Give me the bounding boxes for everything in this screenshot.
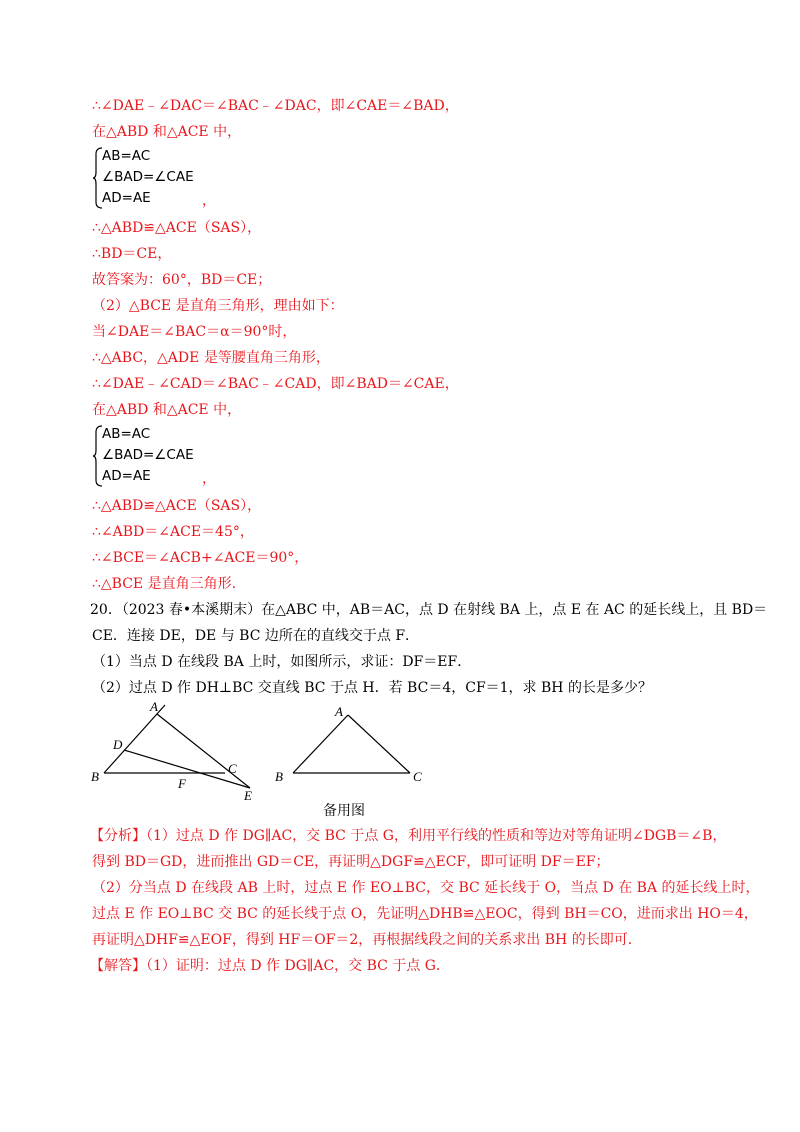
problem-statement: 20．（2023 春•本溪期末）在△ABC 中，AB＝AC，点 D 在射线 BA 上，点 E 在 AC 的延长线上，且 BD＝ (90, 602, 768, 618)
solution-line: ∴∠DAE﹣∠CAD＝∠BAC﹣∠CAD，即∠BAD＝∠CAE， (92, 376, 459, 392)
vertex-label-A: A (150, 700, 158, 714)
equation-row: AB=AC (102, 148, 151, 164)
solution-line: ∴△ABD≌△ACE（SAS）， (92, 498, 262, 514)
equation-row: ∠BAD=∠CAE (102, 169, 194, 185)
vertex-label-B: B (275, 769, 283, 784)
vertex-label-A: A (335, 704, 343, 719)
solution-line: ∴△BCE 是直角三角形. (92, 576, 237, 592)
equation-row: ∠BAD=∠CAE (102, 447, 194, 463)
analysis-line: 过点 E 作 EO⊥BC 交 BC 的延长线于点 O，先证明△DHB≌△EOC，得到 BH＝CO，进而求出 HO＝4， (92, 906, 758, 922)
solution-line: ∴∠BCE＝∠ACB+∠ACE＝90°， (92, 550, 309, 566)
equation-system (92, 424, 312, 488)
answer-text: （1）证明：过点 D 作 DG∥AC，交 BC 于点 G． (146, 958, 450, 974)
equation-row: AD=AE (102, 190, 151, 206)
vertex-label-E: E (244, 788, 252, 803)
solution-line: 故答案为：60°，BD＝CE； (92, 272, 272, 288)
solution-line: ∴∠DAE﹣∠DAC＝∠BAC﹣∠DAC，即∠CAE＝∠BAD， (92, 98, 459, 114)
figure-main (91, 700, 252, 803)
solution-line: ∴BD＝CE， (92, 246, 172, 262)
analysis-line: 得到 BD＝GD，进而推出 GD＝CE，再证明△DGF≌△ECF，即可证明 DF＝EF； (92, 854, 610, 870)
vertex-label-D: D (113, 737, 123, 752)
solution-line: ∴△ABC，△ADE 是等腰直角三角形， (92, 350, 330, 366)
vertex-label-C: C (228, 761, 237, 776)
vertex-label-B: B (91, 769, 99, 784)
analysis-line: 【分析】（1）过点 D 作 DG∥AC，交 BC 于点 G，利用平行线的性质和等边对等角证明∠DGB＝∠B， (90, 828, 727, 844)
brace-comma: ， (202, 193, 216, 209)
solution-line: ∴∠ABD＝∠ACE＝45°， (92, 524, 254, 540)
solution-line: （2）△BCE 是直角三角形，理由如下： (92, 298, 344, 314)
vertex-label-C: C (413, 769, 422, 784)
equation-row: AD=AE (102, 468, 151, 484)
figure-spare (275, 704, 422, 784)
question-2: （2）过点 D 作 DH⊥BC 交直线 BC 于点 H．若 BC＝4，CF＝1，求 BH 的长是多少？ (92, 680, 652, 696)
equation-row: AB=AC (102, 426, 151, 442)
question-1: （1）当点 D 在线段 BA 上时，如图所示，求证：DF＝EF． (92, 654, 472, 670)
brace-comma: ， (202, 471, 216, 487)
answer-tag: 【解答】 (90, 958, 146, 974)
analysis-line: （2）分当点 D 在线段 AB 上时，过点 E 作 EO⊥BC，交 BC 延长线于 O，当点 D 在 BA 的延长线上时， (92, 880, 760, 896)
analysis-line: 再证明△DHF≌△EOF，得到 HF＝OF＝2，再根据线段之间的关系求出 BH 的长即可． (92, 932, 642, 948)
problem-statement: CE．连接 DE，DE 与 BC 边所在的直线交于点 F． (92, 628, 420, 644)
figure-caption: 备用图 (323, 803, 365, 819)
solution-line: 当∠DAE＝∠BAC＝α＝90°时， (92, 324, 297, 340)
vertex-label-F: F (178, 776, 186, 791)
answer-line (90, 956, 450, 976)
solution-line: 在△ABD 和△ACE 中， (92, 124, 242, 140)
geometry-figures (0, 700, 800, 810)
equation-system (92, 146, 312, 210)
solution-line: ∴△ABD≌△ACE（SAS）， (92, 220, 262, 236)
solution-line: 在△ABD 和△ACE 中， (92, 402, 242, 418)
